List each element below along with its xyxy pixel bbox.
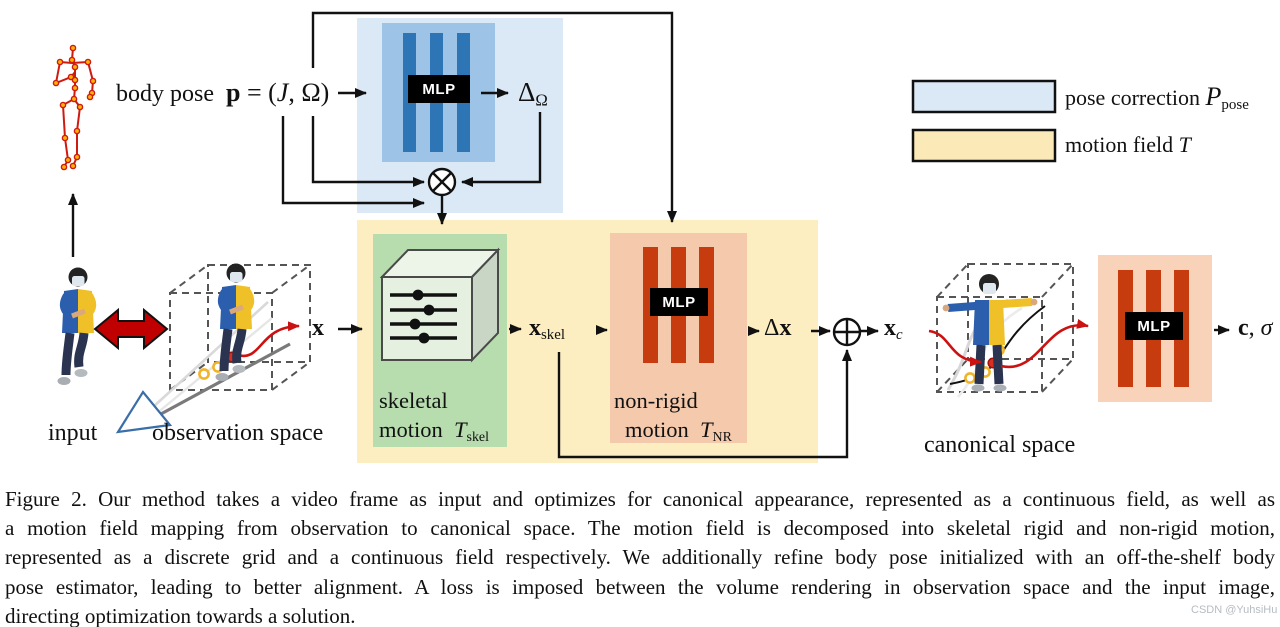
nonrigid-word: non-rigid [614,388,698,413]
caption-line: Figure 2. Our method takes a video frame as input and optimizes for canonical appearance, represented as a continuous field, as well as [5,487,1275,511]
x-symbol: x [779,315,792,341]
oplus-operator [834,319,860,345]
observation-person-image [216,264,253,382]
x-skel-label [529,315,565,344]
c-symbol: c [1238,315,1249,341]
mlp-text: MLP [1137,317,1171,335]
caption-line: directing optimization towards a solution. [5,603,356,627]
voxel-grid-icon [382,250,498,360]
skeleton-icon [53,45,95,169]
sigma-symbol: σ [1260,315,1273,341]
delta-subscript: Ω [535,90,548,110]
double-arrow-icon [95,310,167,348]
equals-open: = ( [240,78,277,107]
t-symbol: T [1178,132,1191,157]
x-symbol: x [529,315,541,341]
ray-line [148,344,290,421]
motion-word: motion [625,417,689,442]
x-symbol: x [312,315,324,341]
legend-pose-swatch [913,81,1055,112]
legend-pose-label [1065,83,1249,114]
x-c-label [884,315,903,344]
pose-mlp-label [408,75,470,103]
otimes-operator [429,169,455,195]
body-pose-label: body pose [116,81,214,107]
legend-motion-label [1065,133,1191,157]
skeletal-motion-label [379,386,489,452]
legend-pose-text: pose correction [1065,85,1206,110]
mlp-text: MLP [662,293,696,311]
legend-motion-text: motion field [1065,132,1179,157]
j-symbol: J [276,78,289,107]
caption-line: pose estimator, leading to better alignment. A loss is imposed between the volume rendering in observation space and the input image, [5,574,1275,599]
x-symbol: x [884,315,896,341]
canonical-mlp-label [1125,312,1183,340]
cube-to-mlp-red-arrow [1001,325,1088,367]
mlp-text: MLP [422,80,456,98]
comma: , [1248,315,1261,341]
nonrigid-motion-label [614,386,732,452]
omega-symbol: , Ω) [288,78,330,107]
caption-line: represented as a discrete grid and a continuous field respectively. We additionally refine body pose initialized with an off-the-shelf body [5,545,1275,570]
figure-caption [5,485,1278,627]
x-label [312,315,324,341]
nonrigid-mlp-label [650,288,708,316]
input-text: input [48,420,98,446]
input-person-image [58,268,95,386]
delta-x-label [764,315,791,341]
skeletal-word: skeletal [379,388,448,413]
legend-motion-swatch [913,130,1055,161]
t-symbol: T [454,417,467,442]
observation-text: observation space [152,420,324,446]
body-pose-formula [116,79,329,108]
delta-symbol: Δ [764,315,780,341]
skel-subscript: skel [541,327,565,344]
delta-symbol: Δ [518,77,536,107]
t-subscript: NR [712,429,732,445]
observation-space-label [152,420,323,446]
canonical-space-label [924,432,1075,458]
t-symbol: T [700,417,713,442]
watermark: CSDN @YuhsiHu [1191,604,1278,616]
c-subscript: c [896,327,903,344]
p-symbol: P [1205,82,1222,111]
c-sigma-label [1238,315,1273,341]
motion-word: motion [379,417,443,442]
caption-line: a motion field mapping from observation to canonical space. The motion field is decomposed into skeletal rigid and non-rigid motion, [5,516,1275,541]
input-label [48,420,97,446]
pose-subscript: pose [1221,97,1249,114]
p-symbol: p [226,78,241,107]
canonical-text: canonical space [924,432,1076,458]
delta-omega-label [518,78,548,110]
t-subscript: skel [466,429,489,445]
